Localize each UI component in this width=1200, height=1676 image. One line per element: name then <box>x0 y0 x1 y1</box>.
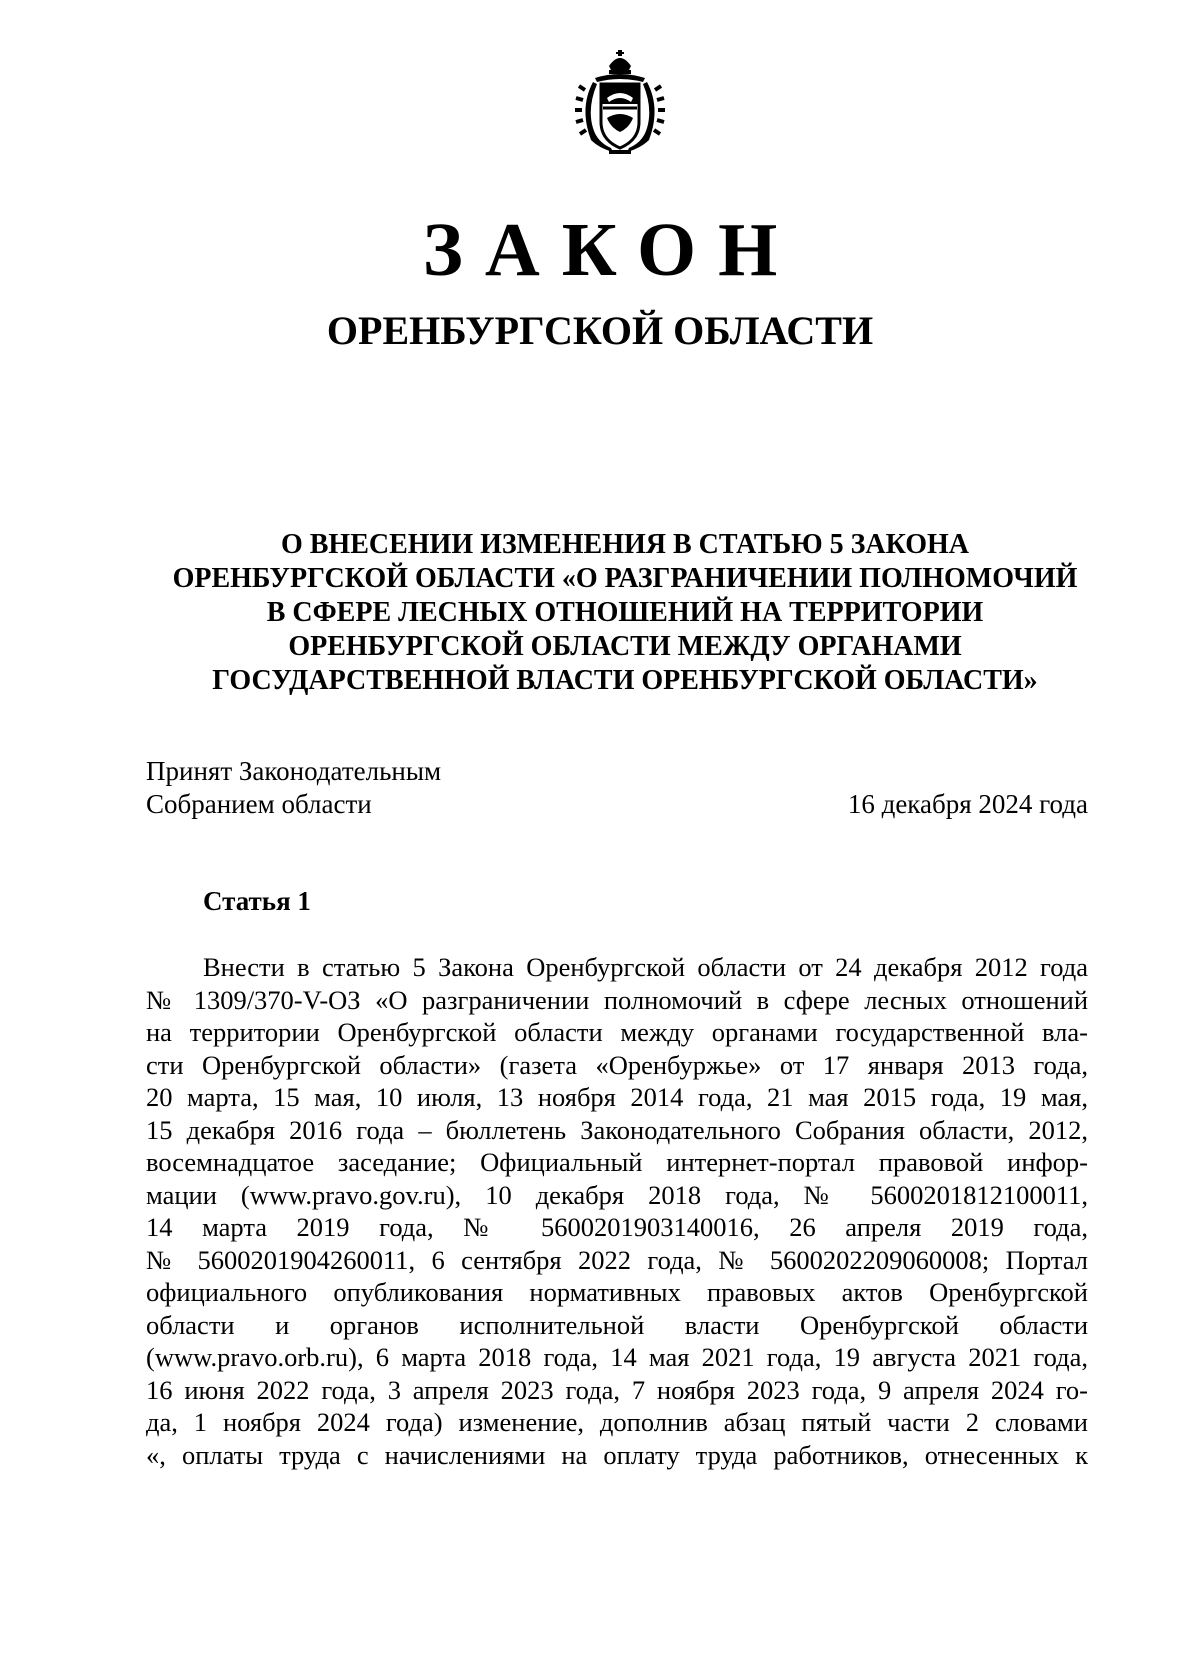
law-name-line: ОРЕНБУРГСКОЙ ОБЛАСТИ «О РАЗГРАНИЧЕНИИ ПОЛНОМОЧИЙ <box>172 563 1078 594</box>
body-line: мации (www.pravo.gov.ru), 10 декабря 2018 года, № 5600201812100011, <box>146 1179 1088 1210</box>
body-line: да, 1 ноября 2024 года) изменение, дополнив абзац пятый части 2 словами <box>146 1407 1088 1437</box>
body-line: № 5600201904260011, 6 сентября 2022 года, № 5600202209060008; Портал <box>146 1244 1088 1275</box>
coat-of-arms-icon <box>573 48 667 158</box>
adoption-date: 16 декабря 2024 года <box>847 789 1088 819</box>
body-line: сти Оренбургской области» (газета «Оренбуржье» от 17 января 2013 года, <box>146 1049 1088 1080</box>
law-name-line: ГОСУДАРСТВЕННОЙ ВЛАСТИ ОРЕНБУРГСКОЙ ОБЛАСТИ» <box>212 665 1038 696</box>
body-line: 20 марта, 15 мая, 10 июля, 13 ноября 2014 года, 21 мая 2015 года, 19 мая, <box>146 1082 1088 1112</box>
body-line: Внести в статью 5 Закона Оренбургской области от 24 декабря 2012 года <box>203 952 1088 982</box>
body-line: на территории Оренбургской области между органами государственной вла- <box>146 1017 1088 1047</box>
body-line: восемнадцатое заседание; Официальный интернет-портал правовой инфор- <box>146 1147 1088 1177</box>
adoption-note <box>146 755 441 821</box>
body-line: 14 марта 2019 года, № 5600201903140016, 26 апреля 2019 года, <box>146 1212 1088 1242</box>
body-line: «, оплаты труда с начислениями на оплату труда работников, отнесенных к <box>146 1439 1088 1470</box>
law-name-line: О ВНЕСЕНИИ ИЗМЕНЕНИЯ В СТАТЬЮ 5 ЗАКОНА <box>280 529 970 560</box>
body-line: официального опубликования нормативных правовых актов Оренбургской <box>146 1277 1088 1307</box>
document-title: ЗАКОН <box>422 208 800 292</box>
adoption-line: Принят Законодательным <box>146 756 442 786</box>
body-line: области и органов исполнительной власти Оренбургской области <box>146 1309 1088 1340</box>
law-name <box>140 528 1110 698</box>
body-line: 15 декабря 2016 года – бюллетень Законодательного Собрания области, 2012, <box>146 1114 1088 1145</box>
adoption-line: Собранием области <box>146 789 372 819</box>
law-name-line: ОРЕНБУРГСКОЙ ОБЛАСТИ МЕЖДУ ОРГАНАМИ <box>288 631 962 662</box>
article-body <box>146 951 1088 1471</box>
body-line: № 1309/370-V-ОЗ «О разграничении полномочий в сфере лесных отношений <box>146 984 1088 1015</box>
body-line: (www.pravo.orb.ru), 6 марта 2018 года, 14 мая 2021 года, 19 августа 2021 года, <box>146 1342 1088 1372</box>
document-subtitle: ОРЕНБУРГСКОЙ ОБЛАСТИ <box>326 308 874 353</box>
article-heading: Статья 1 <box>203 886 311 916</box>
law-name-line: В СФЕРЕ ЛЕСНЫХ ОТНОШЕНИЙ НА ТЕРРИТОРИИ <box>266 597 984 628</box>
body-line: 16 июня 2022 года, 3 апреля 2023 года, 7 ноября 2023 года, 9 апреля 2024 го- <box>146 1374 1088 1405</box>
